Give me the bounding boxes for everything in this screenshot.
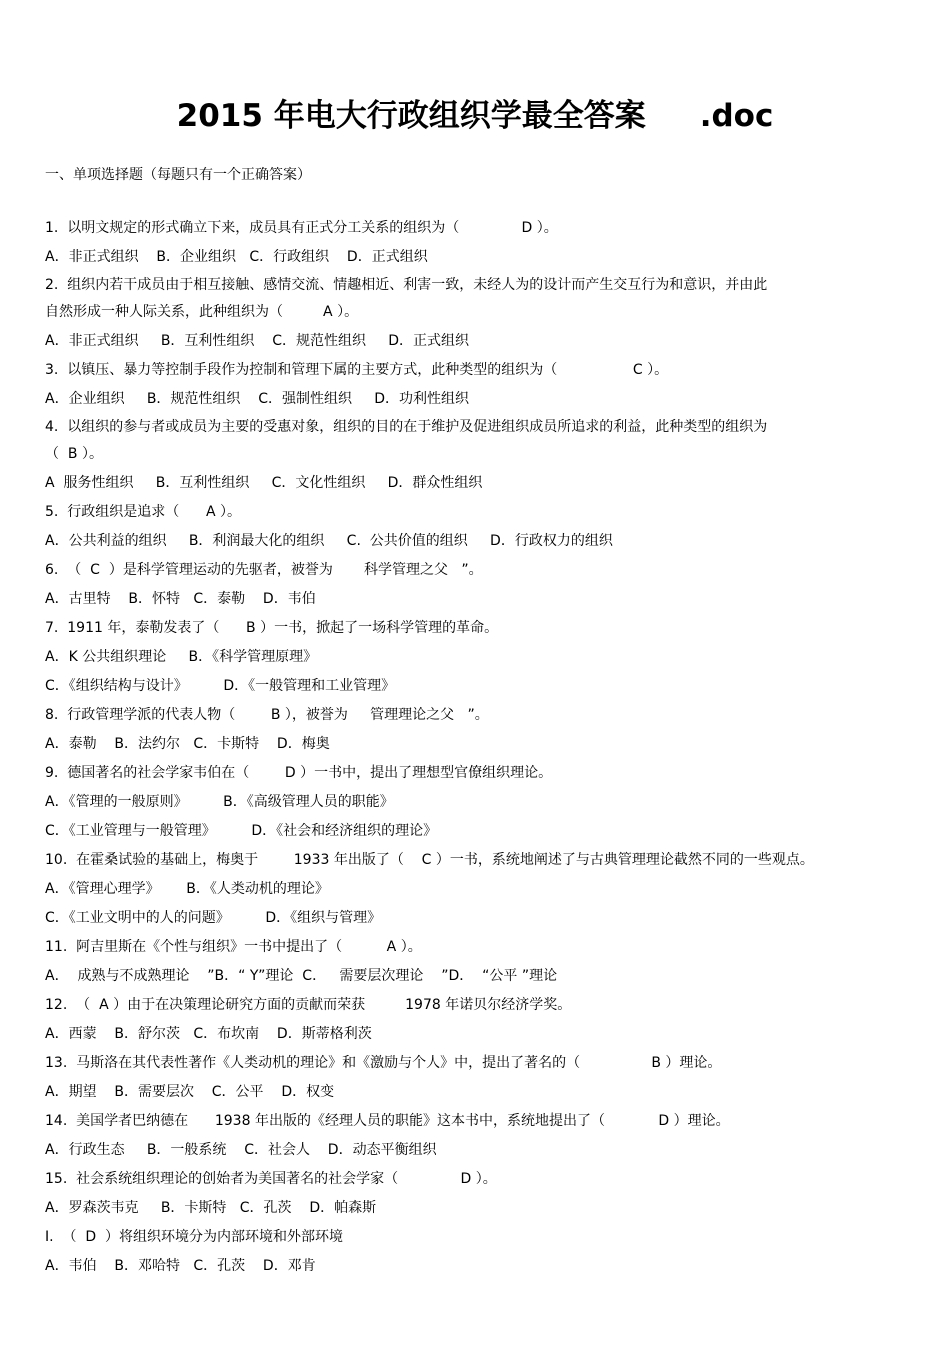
question-line: 1. 以明文规定的形式确立下来，成员具有正式分工关系的组织为（ D ）。 [45,220,558,236]
document-title: 2015 年电大行政组织学最全答案 .doc [176,98,774,134]
options-line: C．《工业文明中的人的问题》 D．《组织与管理》 [45,910,382,926]
options-line: A． 成熟与不成熟理论 ”B．“ Y”理论 C． 需要层次理论 ”D． “公平 ”理论 [45,968,558,984]
options-line: A．行政生态 B．一般系统 C．社会人 D．动态平衡组织 [45,1142,437,1158]
question-line: 15. 社会系统组织理论的创始者为美国著名的社会学家（ D ）。 [45,1171,497,1187]
options-line: C．《组织结构与设计》 D．《一般管理和工业管理》 [45,678,396,694]
question-line: 11. 阿吉里斯在《个性与组织》一书中提出了（ A ）。 [45,939,422,955]
options-line: A．非正式组织 B．互利性组织 C．规范性组织 D．正式组织 [45,333,470,349]
options-line: A．泰勒 B．法约尔 C．卡斯特 D．梅奥 [45,736,330,752]
question-line: 7. 1911 年，泰勒发表了（ B ）一书，掀起了一场科学管理的革命。 [45,620,499,636]
options-line: A．韦伯 B．邓哈特 C．孔茨 D．邓肯 [45,1258,316,1274]
options-line: A．《管理的一般原则》 B．《高级管理人员的职能》 [45,794,394,810]
options-line: C．《工业管理与一般管理》 D．《社会和经济组织的理论》 [45,823,438,839]
question-line: 6. （ C ）是科学管理运动的先驱者，被誉为 科学管理之父 ”。 [45,562,483,578]
options-line: A．西蒙 B．舒尔茨 C．布坎南 D．斯蒂格利茨 [45,1026,372,1042]
options-line: A 服务性组织 B．互利性组织 C．文化性组织 D．群众性组织 [45,475,483,491]
question-line: 5. 行政组织是追求（ A ）。 [45,504,241,520]
options-line: A．罗森茨韦克 B．卡斯特 C．孔茨 D．帕森斯 [45,1200,377,1216]
question-line-cont: （ B ）。 [45,446,103,462]
options-line: A．公共利益的组织 B．利润最大化的组织 C. 公共价值的组织 D．行政权力的组织 [45,533,613,549]
options-line: A．非正式组织 B．企业组织 C．行政组织 D．正式组织 [45,249,428,265]
question-line: 12. （ A ）由于在决策理论研究方面的贡献而荣获 1978 年诺贝尔经济学奖。 [45,997,572,1013]
question-line-cont: 自然形成一种人际关系，此种组织为（ A ）。 [45,304,359,320]
options-line: A．期望 B．需要层次 C．公平 D．权变 [45,1084,335,1100]
question-line: 13. 马斯洛在其代表性著作《人类动机的理论》和《激励与个人》中，提出了著名的（ B ）理论。 [45,1055,722,1071]
options-line: A．企业组织 B．规范性组织 C．强制性组织 D．功利性组织 [45,391,470,407]
options-line: A．K 公共组织理论 B．《科学管理原理》 [45,649,318,665]
options-line: A．古里特 B．怀特 C．泰勒 D．韦伯 [45,591,316,607]
options-line: A．《管理心理学》 B．《人类动机的理论》 [45,881,329,897]
question-line: I. （ D ）将组织环境分为内部环境和外部环境 [45,1229,344,1245]
question-line: 9. 德国著名的社会学家韦伯在（ D ）一书中，提出了理想型官僚组织理论。 [45,765,553,781]
question-line: 2. 组织内若干成员由于相互接触、感情交流、情趣相近、利害一致，未经人为的设计而产生交互行为和意识，并由此 [45,277,768,293]
question-line: 14. 美国学者巴纳德在 1938 年出版的《经理人员的职能》这本书中，系统地提出了（ D ）理论。 [45,1113,730,1129]
document-body [45,161,895,1281]
question-line: 8. 行政管理学派的代表人物（ B ），被誉为 管理理论之父 ”。 [45,707,489,723]
question-line: 3. 以镇压、暴力等控制手段作为控制和管理下属的主要方式，此种类型的组织为（ C ）。 [45,362,669,378]
question-line: 4. 以组织的参与者或成员为主要的受惠对象，组织的目的在于维护及促进组织成员所追求的利益，此种类型的组织为 [45,419,768,435]
question-line: 10. 在霍桑试验的基础上，梅奥于 1933 年出版了（ C ）一书，系统地阐述了与古典管理理论截然不同的一些观点。 [45,852,814,868]
section-heading: 一、单项选择题（每题只有一个正确答案） [45,167,311,183]
